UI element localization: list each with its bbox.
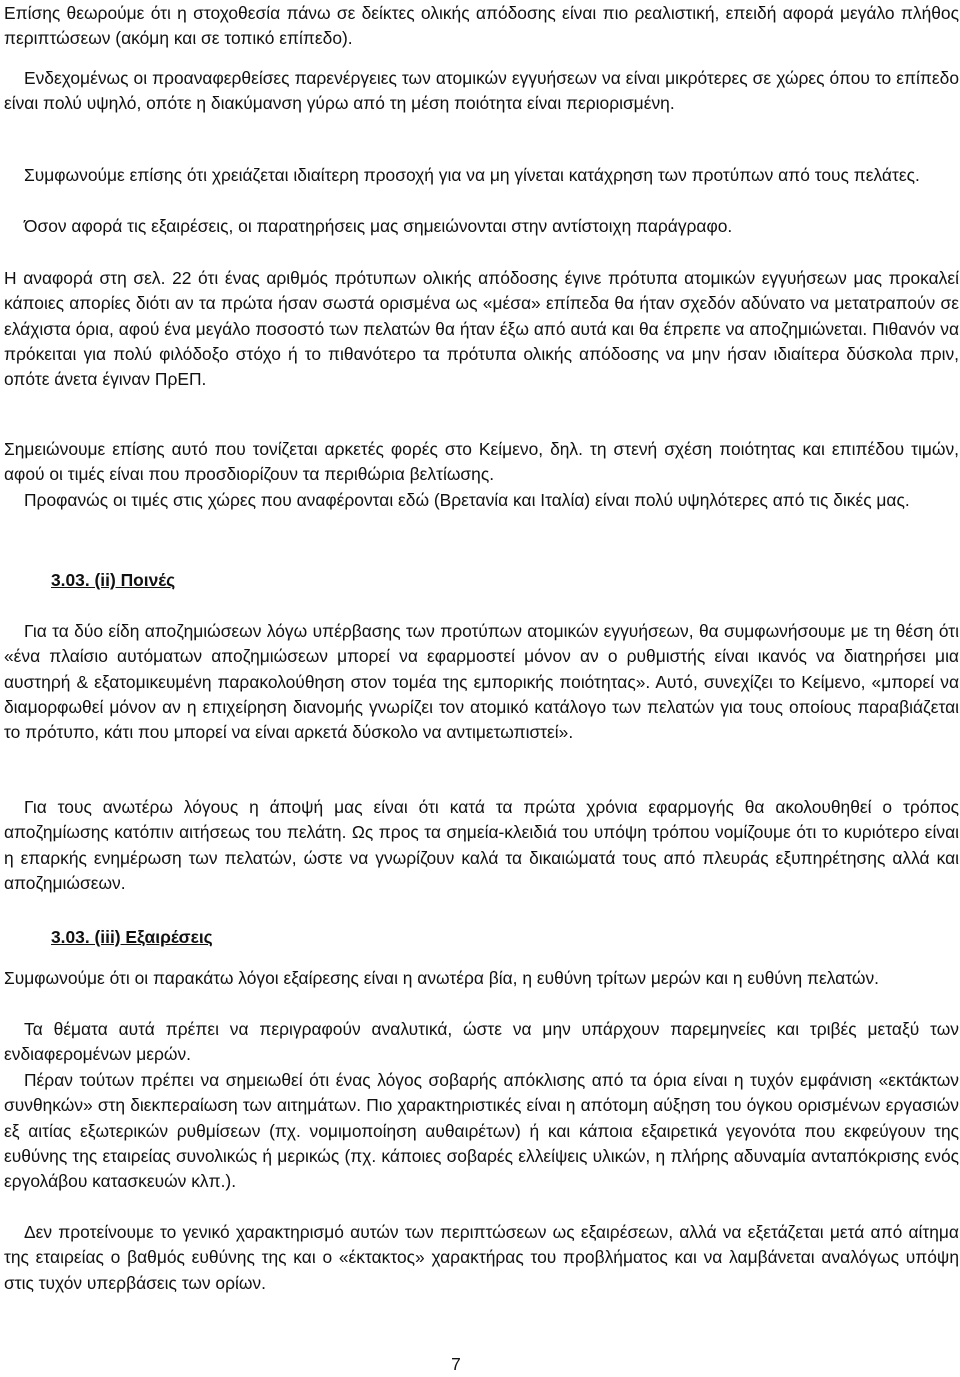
- page-number: 7: [451, 1354, 461, 1374]
- paragraph-no-general-classification: Δεν προτείνουμε το γενικό χαρακτηρισμό αυτών των περιπτώσεων ως εξαιρέσεων, αλλά να εξετάζεται μετά από αίτημα της εταιρείας ο βαθμός ευθύνης της και ο «έκτακτος» χαρακτήρας του προβλήματος και να λαμβάνεται αναλόγως υπόψη στις τυχόν υπερβάσεις των ορίων.: [4, 1222, 959, 1293]
- paragraph-quality-price: Σημειώνουμε επίσης αυτό που τονίζεται αρκετές φορές στο Κείμενο, δηλ. τη στενή σχέση ποιότητας και επιπέδου τιμών, αφού οι τιμές είναι που προσδιορίζουν τα περιθώρια βελτίωσης.: [4, 439, 959, 485]
- paragraph-compensation-on-request: Για τους ανωτέρω λόγους η άποψή μας είναι ότι κατά τα πρώτα χρόνια εφαρμογής θα ακολουθηθεί ο τρόπος αποζημίωσης κατόπιν αιτήσεως του πελάτη. Ως προς τα σημεία-κλειδιά του υπόψη τρόπου νομίζουμε ότι το κυριότερο είναι η επαρκής ενημέρωση των πελατών, ώστε να γνωρίζουν καλά τα δικαιώματά τους από πλευράς εξυπηρέτησης αλλά και αποζημιώσεων.: [4, 797, 959, 893]
- section-heading-penalties: 3.03. (ii) Ποινές: [51, 570, 176, 590]
- paragraph-compensation-types: Για τα δύο είδη αποζημιώσεων λόγω υπέρβασης των προτύπων ατομικών εγγυήσεων, θα συμφωνήσουμε με τη θέση ότι «ένα πλαίσιο αυτόματων αποζημιώσεων μπορεί να εφαρμοστεί μόνον αν ο ρυθμιστής είναι ικανός να διατηρήσει μια αυστηρή & εξατομικευμένη παρακολούθηση στον τομέα της εμπορικής ποιότητας». Αυτό, συνεχίζει το Κείμενο, «μπορεί να διαμορφωθεί μόνον αν η επιχείρηση διανομής γνωρίζει τον ατομικό κατάλογο των πελατών για τους οποίους παραβιάζεται το πρότυπο, κάτι που μπορεί να είναι αρκετά δύσκολο να αντιμετωπιστεί».: [4, 621, 959, 743]
- paragraph-uk-italy-prices: Προφανώς οι τιμές στις χώρες που αναφέρονται εδώ (Βρετανία και Ιταλία) είναι πολύ υψηλότερες από τις δικές μας.: [24, 490, 910, 510]
- paragraph-side-effects: Ενδεχομένως οι προαναφερθείσες παρενέργειες των ατομικών εγγυήσεων να είναι μικρότερες σε χώρες όπου το επίπεδο είναι πολύ υψηλό, οπότε η διακύμανση γύρω από τη μέση ποιότητα είναι περιορισμένη.: [4, 68, 959, 114]
- paragraph-page-22-reference: Η αναφορά στη σελ. 22 ότι ένας αριθμός πρότυπων ολικής απόδοσης έγινε πρότυπα ατομικών εγγυήσεων μας προκαλεί κάποιες απορίες διότι αν τα πρώτα ήσαν σωστά ορισμένα ως «μέσα» επίπεδα θα ήταν σχεδόν αδύνατο να μετατραπούν σε ελάχιστα όρια, αφού ένα μεγάλο ποσοστό των πελατών θα ήταν έξω από αυτά και θα έπρεπε να αποζημιώνεται. Πιθανόν να πρόκειται για πολύ φιλόδοξο στόχο ή το πιθανότερο τα πρότυπα ολικής απόδοσης να μην ήσαν ιδιαίτερα δύσκολα πριν, οπότε άνετα έγιναν ΠρΕΠ.: [4, 268, 959, 390]
- paragraph-detailed-description: Τα θέματα αυτά πρέπει να περιγραφούν αναλυτικά, ώστε να μην υπάρχουν παρεμηνείες και τριβές μεταξύ των ενδιαφερομένων μερών.: [4, 1019, 959, 1065]
- paragraph-extraordinary-conditions: Πέραν τούτων πρέπει να σημειωθεί ότι ένας λόγος σοβαρής απόκλισης από τα όρια είναι η τυχόν εμφάνιση «εκτάκτων συνθηκών» στη διεκπεραίωση των αιτημάτων. Πιο χαρακτηριστικές είναι η απότομη αύξηση του όγκου ορισμένων εργασιών εξ αιτίας εξωτερικών ρυθμίσεων (πχ. νομιμοποίηση αυθαιρέτων) ή και κάποια εξαιρετικά γεγονότα που εκφεύγουν της ευθύνης της εταιρείας συνολικώς ή μερικώς (πχ. κάποιες σοβαρές ελλείψεις υλικών, η πλήρης αδυναμία ανταπόκρισης ενός εργολάβου κατασκευών κλπ.).: [4, 1070, 959, 1192]
- paragraph-exceptions-note: Όσον αφορά τις εξαιρέσεις, οι παρατηρήσεις μας σημειώνονται στην αντίστοιχη παράγραφο.: [24, 216, 733, 236]
- section-heading-exceptions: 3.03. (iii) Εξαιρέσεις: [51, 927, 213, 947]
- paragraph-realistic-targets: Επίσης θεωρούμε ότι η στοχοθεσία πάνω σε δείκτες ολικής απόδοσης είναι πιο ρεαλιστική, επειδή αφορά μεγάλο πλήθος περιπτώσεων (ακόμη και σε τοπικό επίπεδο).: [4, 3, 959, 49]
- paragraph-customer-abuse: Συμφωνούμε επίσης ότι χρειάζεται ιδιαίτερη προσοχή για να μη γίνεται κατάχρηση των προτύπων από τους πελάτες.: [24, 165, 920, 185]
- paragraph-force-majeure: Συμφωνούμε ότι οι παρακάτω λόγοι εξαίρεσης είναι η ανωτέρα βία, η ευθύνη τρίτων μερών και η ευθύνη πελατών.: [4, 968, 879, 988]
